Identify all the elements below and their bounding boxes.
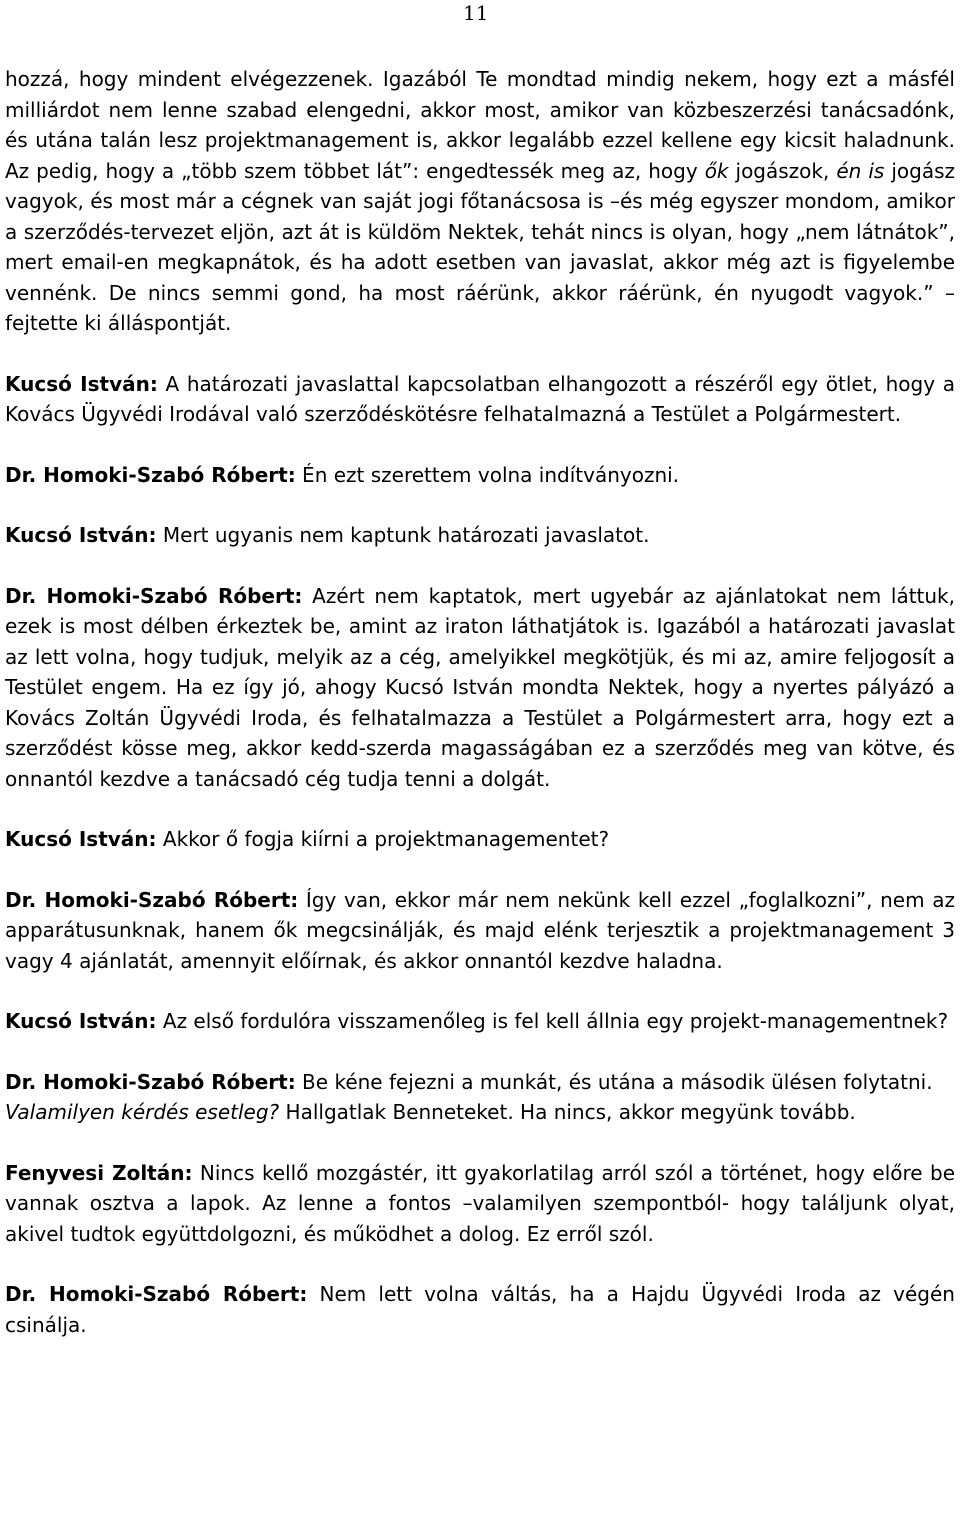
speaker-name: Kucsó István: bbox=[5, 1009, 157, 1033]
italic-text: én is bbox=[836, 158, 885, 183]
speech-text: Be kéne fejezni a munkát, és utána a második ülésen folytatni. bbox=[295, 1069, 933, 1094]
paragraph-5 bbox=[5, 581, 955, 795]
speech-text: Nem lett volna váltás, ha a Hajdu Ügyvédi Iroda az végén csinálja. bbox=[5, 1282, 955, 1337]
paragraph-4 bbox=[5, 520, 955, 551]
page-number: 11 bbox=[463, 1, 489, 25]
italic-text: ők bbox=[704, 158, 729, 183]
speech-text: Hallgatlak Benneteket. Ha nincs, akkor megyünk tovább. bbox=[279, 1100, 856, 1124]
paragraph-7 bbox=[5, 885, 955, 977]
text-run: hozzá, hogy mindent elvégezzenek. Igazából Te mondtad mindig nekem, hogy ezt a másfél milliárdot nem lenne szabad elengedni, akkor most, amikor van közbeszerzési tanácsadónk, és utána talán lesz projektmanagement is, akkor legalább ezzel kellene egy kicsit haladnunk. Az pedig, hogy a „több szem többet lát”: engedtessék meg az, hogy bbox=[5, 67, 955, 183]
paragraph-12 bbox=[5, 1279, 955, 1340]
speaker-name: Kucsó István: bbox=[5, 371, 158, 396]
speaker-name: Kucsó István: bbox=[5, 523, 157, 547]
speaker-name: Kucsó István: bbox=[5, 827, 157, 851]
document-body bbox=[5, 64, 955, 1340]
speech-text: Így van, ekkor már nem nekünk kell ezzel „foglalkozni”, nem az apparátusunknak, hanem ők megcsinálják, és majd elénk terjesztik a projektmanagement 3 vagy 4 ajánlatát, amennyit előírnak, és akkor onnantól kezdve haladna. bbox=[5, 887, 955, 973]
speech-text: Az első fordulóra visszamenőleg is fel kell állnia egy projekt-managementnek? bbox=[156, 1009, 949, 1033]
paragraph-9 bbox=[5, 1067, 955, 1098]
speaker-name: Dr. Homoki-Szabó Róbert: bbox=[5, 1069, 296, 1094]
speaker-name: Dr. Homoki-Szabó Róbert: bbox=[5, 1282, 308, 1306]
speaker-name: Dr. Homoki-Szabó Róbert: bbox=[5, 887, 299, 912]
speech-text: A határozati javaslattal kapcsolatban elhangozott a részéről egy ötlet, hogy a Kovács Ügyvédi Irodával való szerződéskötésre felhatalmazná a Testület a Polgármestert. bbox=[5, 371, 955, 426]
paragraph-6 bbox=[5, 824, 955, 855]
speaker-name: Dr. Homoki-Szabó Róbert: bbox=[5, 583, 303, 608]
speech-text: Nincs kellő mozgástér, itt gyakorlatilag arról szól a történet, hogy előre be vannak osztva a lapok. Az lenne a fontos –valamilyen szempontból- hogy találjunk olyat, akivel tudtok együttdolgozni, és működhet a dolog. Ez erről szól. bbox=[5, 1160, 955, 1246]
speech-text: Én ezt szerettem volna indítványozni. bbox=[295, 462, 680, 487]
speech-text: Akkor ő fogja kiírni a projektmanagementet? bbox=[156, 827, 610, 851]
speaker-name: Dr. Homoki-Szabó Róbert: bbox=[5, 462, 296, 487]
speech-text: Mert ugyanis nem kaptunk határozati javaslatot. bbox=[156, 523, 650, 547]
text-run: jogászok, bbox=[728, 158, 837, 183]
text-run: jogász vagyok, és most már a cégnek van saját jogi főtanácsosa is –és még egyszer mondom, amikor a szerződés-tervezet eljön, azt át is küldöm Nektek, tehát nincs is olyan, hogy „nem látnátok”, mert email-en megkapnátok, és ha adott esetben van javaslat, akkor még azt is figyelembe vennénk. De nincs semmi gond, ha most ráérünk, akkor ráérünk, én nyugodt vagyok.” –fejtette ki álláspontját. bbox=[5, 158, 955, 335]
paragraph-8 bbox=[5, 1006, 955, 1037]
speaker-name: Fenyvesi Zoltán: bbox=[5, 1160, 193, 1185]
paragraph-3 bbox=[5, 460, 955, 491]
paragraph-10 bbox=[5, 1097, 955, 1128]
italic-text: Valamilyen kérdés esetleg? bbox=[5, 1100, 280, 1124]
paragraph-11 bbox=[5, 1158, 955, 1250]
paragraph-2 bbox=[5, 369, 955, 430]
speech-text: Azért nem kaptatok, mert ugyebár az ajánlatokat nem láttuk, ezek is most délben érkeztek be, amint az iraton láthatjátok is. Igazából a határozati javaslat az lett volna, hogy tudjuk, melyik az a cég, amelyikkel megkötjük, és mi az, amire feljogosít a Testület engem. Ha ez így jó, ahogy Kucsó István mondta Nektek, hogy a nyertes pályázó a Kovács Zoltán Ügyvédi Iroda, és felhatalmazza a Testület a Polgármestert arra, hogy ezt a szerződést kösse meg, akkor kedd-szerda magasságában ez a szerződés meg van kötve, és onnantól kezdve a tanácsadó cég tudja tenni a dolgát. bbox=[5, 583, 955, 791]
paragraph-1 bbox=[5, 64, 955, 339]
